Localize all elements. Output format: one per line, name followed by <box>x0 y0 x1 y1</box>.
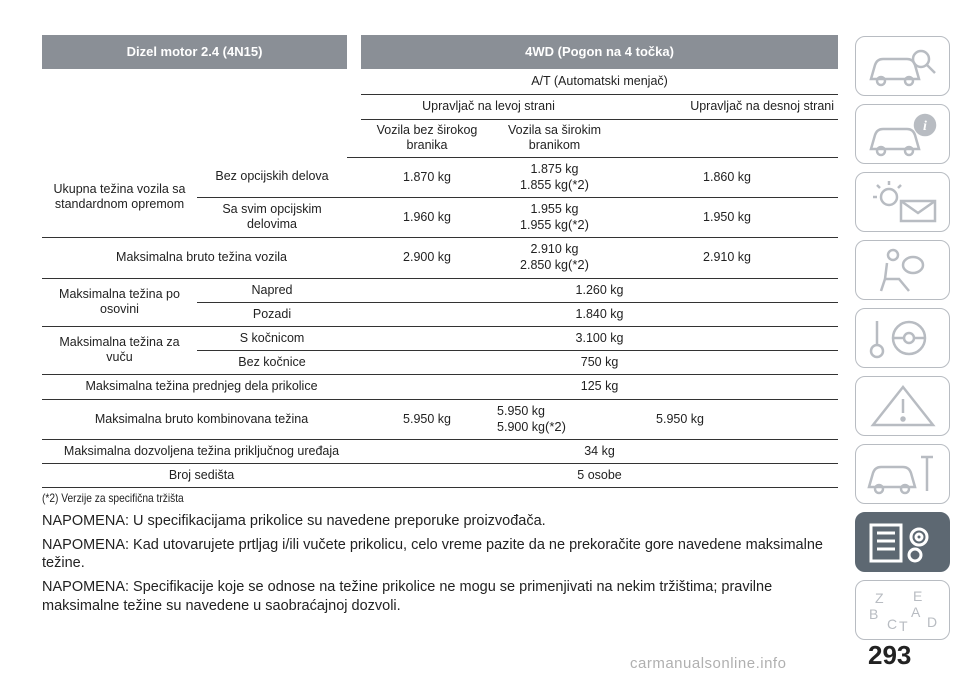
chapter-tabs <box>855 36 950 648</box>
steering-right-label: Upravljač na desnoj strani <box>616 94 838 119</box>
svg-text:T: T <box>898 618 908 633</box>
note-1: NAPOMENA: U specifikacijama prikolice su navedene preporuke proizvođača. <box>42 513 546 529</box>
svg-text:Z: Z <box>874 590 884 606</box>
svg-text:C: C <box>886 616 897 632</box>
warning-triangle-car-icon <box>863 383 943 429</box>
steering-key-icon <box>863 315 943 361</box>
tab-starting[interactable] <box>855 308 950 368</box>
axle-front-label: Napred <box>197 278 347 302</box>
specs-gear-icon <box>863 519 943 565</box>
tow-unbraked-label: Bez kočnice <box>197 350 347 374</box>
warning-light-mail-icon <box>863 179 943 225</box>
no-options-label: Bez opcijskih delova <box>197 157 347 197</box>
svg-text:i: i <box>922 119 927 134</box>
page-number: 293 <box>868 640 912 670</box>
tab-emergency[interactable] <box>855 376 950 436</box>
tow-braked-value: 3.100 kg <box>361 326 838 350</box>
bumper-without-label: Vozila bez širokog branika <box>361 119 493 157</box>
combined-v1: 5.950 kg <box>361 399 493 439</box>
car-wrench-icon <box>863 451 943 497</box>
specs-table-container <box>42 35 838 488</box>
tab-index[interactable] <box>855 580 950 640</box>
alphabet-index-icon <box>863 587 943 633</box>
car-search-icon <box>863 43 943 89</box>
max-gross-v3: 2.910 kg <box>616 237 838 278</box>
tab-safety[interactable] <box>855 240 950 300</box>
axle-front-value: 1.260 kg <box>361 278 838 302</box>
combined-v3: 5.950 kg <box>616 399 838 439</box>
airbag-seat-icon <box>863 247 943 293</box>
max-gross-v1: 2.900 kg <box>361 237 493 278</box>
footnote: (*2) Verzije za specifična tržišta <box>42 491 184 505</box>
tab-car-info[interactable] <box>855 104 950 164</box>
trailer-nose-value: 125 kg <box>361 374 838 399</box>
car-info-icon <box>863 111 943 157</box>
svg-text:E: E <box>912 588 922 604</box>
watermark: carmanualsonline.info <box>630 655 787 672</box>
tow-label: Maksimalna težina za vuču <box>42 326 197 374</box>
no-options-v1: 1.870 kg <box>361 157 493 197</box>
all-options-v2: 1.955 kg 1.955 kg(*2) <box>493 197 616 237</box>
trailer-nose-label: Maksimalna težina prednjeg dela prikolice <box>42 374 361 399</box>
seats-value: 5 osobe <box>361 463 838 487</box>
combined-v2: 5.950 kg 5.900 kg(*2) <box>493 399 616 439</box>
coupling-label: Maksimalna dozvoljena težina priključnog uređaja <box>42 439 361 463</box>
no-options-v3: 1.860 kg <box>616 157 838 197</box>
coupling-value: 34 kg <box>361 439 838 463</box>
tab-specifications[interactable] <box>855 512 950 572</box>
combined-label: Maksimalna bruto kombinovana težina <box>42 399 361 439</box>
note-3: NAPOMENA: Specifikacije koje se odnose na težine prikolice ne mogu se primenjivati na nekim tržištima; pravilne maksimalne težine su navedene u saobraćajnoj dozvoli. <box>42 579 773 614</box>
weights-table <box>42 35 838 488</box>
bumper-with-label: Vozila sa širokim branikom <box>493 119 616 157</box>
svg-text:B: B <box>868 606 878 622</box>
axle-rear-value: 1.840 kg <box>361 302 838 326</box>
tab-car-search[interactable] <box>855 36 950 96</box>
engine-header: Dizel motor 2.4 (4N15) <box>42 35 347 69</box>
all-options-v1: 1.960 kg <box>361 197 493 237</box>
max-gross-v2: 2.910 kg 2.850 kg(*2) <box>493 237 616 278</box>
tow-unbraked-value: 750 kg <box>361 350 838 374</box>
drive-header: 4WD (Pogon na 4 točka) <box>361 35 838 69</box>
all-options-label: Sa svim opcijskim delovima <box>197 197 347 237</box>
tab-maintenance[interactable] <box>855 444 950 504</box>
no-options-v2: 1.875 kg 1.855 kg(*2) <box>493 157 616 197</box>
notes <box>42 512 832 621</box>
svg-text:A: A <box>910 604 920 620</box>
gross-std-label: Ukupna težina vozila sa standardnom opremom <box>42 157 197 237</box>
tab-warning-lights[interactable] <box>855 172 950 232</box>
axle-rear-label: Pozadi <box>197 302 347 326</box>
note-2: NAPOMENA: Kad utovarujete prtljag i/ili vučete prikolicu, celo vreme pazite da ne prekoračite gore navedene maksimalne težine. <box>42 537 823 572</box>
seats-label: Broj sedišta <box>42 463 361 487</box>
transmission-label: A/T (Automatski menjač) <box>361 69 838 94</box>
all-options-v3: 1.950 kg <box>616 197 838 237</box>
axle-label: Maksimalna težina po osovini <box>42 278 197 326</box>
max-gross-label: Maksimalna bruto težina vozila <box>42 237 361 278</box>
steering-left-label: Upravljač na levoj strani <box>361 94 616 119</box>
svg-text:D: D <box>926 614 937 630</box>
tow-braked-label: S kočnicom <box>197 326 347 350</box>
